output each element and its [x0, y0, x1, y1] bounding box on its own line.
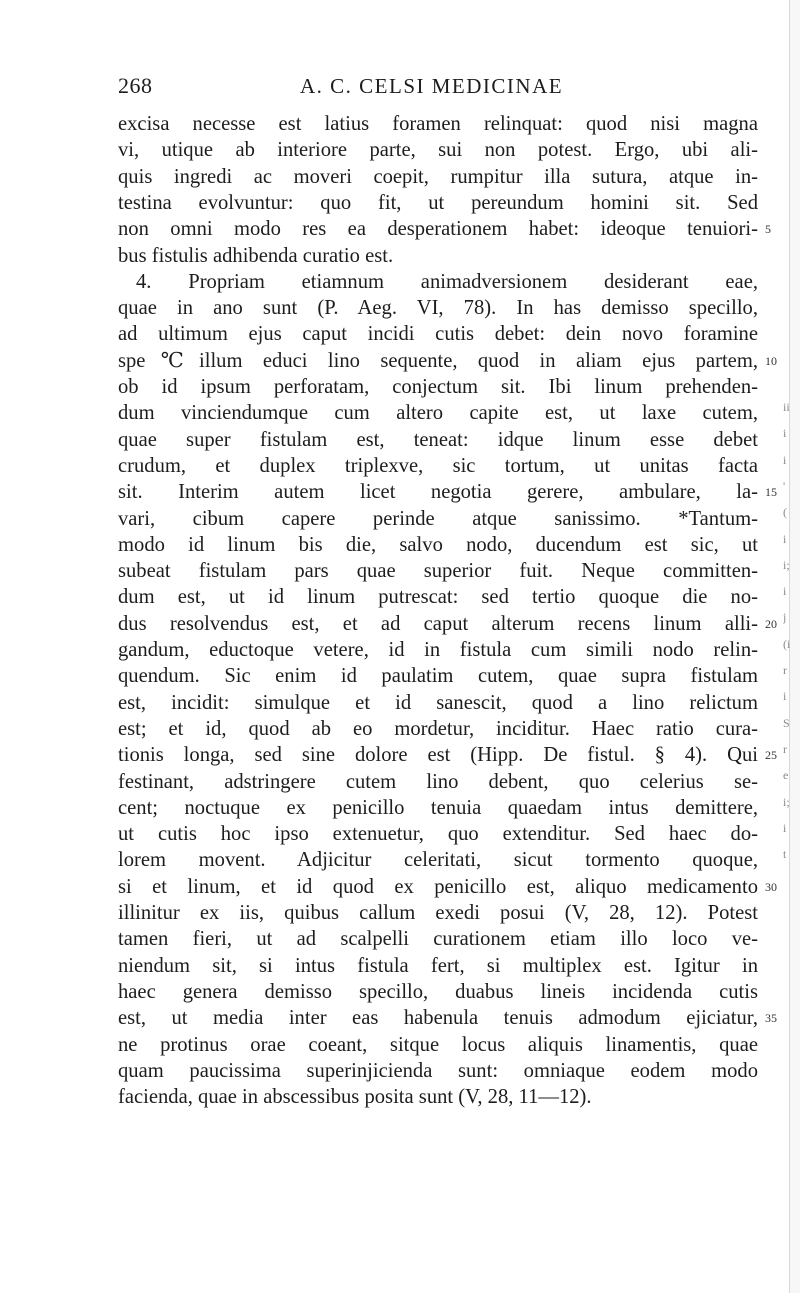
text-line: quis ingredi ac moveri coepit, rumpitur illa sutura, atque in-	[118, 166, 758, 188]
text-line: si et linum, et id quod ex penicillo est, aliquo medicamento	[118, 876, 758, 898]
bleed-fragment: i	[783, 820, 787, 835]
line-number: 5	[765, 222, 771, 236]
bleed-fragment: '	[783, 478, 786, 493]
line-number: 10	[765, 354, 777, 368]
text-line: modo id linum bis die, salvo nodo, ducendum est sic, ut	[118, 534, 758, 556]
text-line: ob id ipsum perforatam, conjectum sit. Ibi linum prehenden-	[118, 376, 758, 398]
text-line: lorem movent. Adjicitur celeritati, sicut tormento quoque,	[118, 849, 758, 871]
bleed-fragment: i;	[783, 557, 790, 572]
bleed-fragment: i	[783, 426, 787, 441]
line-number: 20	[765, 617, 777, 631]
text-line: spe℃illum educi lino sequente, quod in aliam ejus partem,	[118, 350, 758, 372]
line-number: 15	[765, 485, 777, 499]
running-head: A. C. CELSI MEDICINAE	[300, 74, 564, 98]
bleed-fragment: j	[783, 610, 787, 625]
text-line: tionis longa, sed sine dolore est (Hipp. De fistul. § 4). Qui	[118, 744, 758, 766]
text-line: vi, utique ab interiore parte, sui non potest. Ergo, ubi ali-	[118, 139, 758, 161]
text-line: dum vinciendumque cum altero capite est, ut laxe cutem,	[118, 402, 758, 424]
text-line: ut cutis hoc ipso extenuetur, quo extenditur. Sed haec do-	[118, 823, 758, 845]
text-line: ne protinus orae coeant, sitque locus aliquis linamentis, quae	[118, 1034, 758, 1056]
text-line: sit. Interim autem licet negotia gerere, ambulare, la-	[118, 481, 758, 503]
page-header	[0, 73, 800, 101]
text-line: ad ultimum ejus caput incidi cutis debet: dein novo foramine	[118, 323, 758, 345]
bleed-fragment: i	[783, 452, 787, 467]
text-line: crudum, et duplex triplexve, sic tortum, ut unitas facta	[118, 455, 758, 477]
text-line: vari, cibum capere perinde atque sanissimo. *Tantum-	[118, 508, 758, 530]
text-line: gandum, eductoque vetere, id in fistula cum simili nodo relin-	[118, 639, 758, 661]
text-line: illinitur ex iis, quibus callum exedi posui (V, 28, 12). Potest	[118, 902, 758, 924]
bleed-fragment: i	[783, 584, 787, 599]
text-line: tamen fieri, ut ad scalpelli curationem etiam illo loco ve-	[118, 928, 758, 950]
text-line: excisa necesse est latius foramen relinquat: quod nisi magna	[118, 113, 758, 135]
text-line: niendum sit, si intus fistula fert, si multiplex est. Igitur in	[118, 955, 758, 977]
text-line: quae super fistulam est, teneat: idque linum esse debet	[118, 429, 758, 451]
text-line: bus fistulis adhibenda curatio est.	[118, 245, 394, 267]
text-line: cent; noctuque ex penicillo tenuia quaedam intus demittere,	[118, 797, 758, 819]
bleed-fragment: t	[783, 847, 787, 862]
text-line: dus resolvendus est, et ad caput alterum recens linum alli-	[118, 613, 758, 635]
text-line: testina evolvuntur: quo fit, ut pereundum homini sit. Sed	[118, 192, 758, 214]
bleed-fragment: (	[783, 505, 787, 520]
text-line: subeat fistulam pars quae superior fuit. Neque committen-	[118, 560, 758, 582]
bleed-fragment: r	[783, 741, 787, 756]
text-line: haec genera demisso specillo, duabus lineis incidenda cutis	[118, 981, 758, 1003]
text-line: quae in ano sunt (P. Aeg. VI, 78). In has demisso specillo,	[118, 297, 758, 319]
text-line: facienda, quae in abscessibus posita sunt (V, 28, 11—12).	[118, 1086, 592, 1108]
bleed-fragment: (i	[783, 636, 791, 651]
text-line: quam paucissima superinjicienda sunt: omniaque eodem modo	[118, 1060, 758, 1082]
bleed-fragment: r	[783, 663, 787, 677]
text-line: non omni modo res ea desperationem habet: ideoque tenuiori-	[118, 218, 758, 240]
text-line: est, incidit: simulque et id sanescit, quod a lino relictum	[118, 692, 758, 714]
text-line: 4. Propriam etiamnum animadversionem desiderant eae,	[136, 271, 758, 293]
line-number: 30	[765, 880, 777, 894]
line-number: 25	[765, 748, 777, 762]
text-line: dum est, ut id linum putrescat: sed tertio quoque die no-	[118, 586, 758, 608]
bleed-fragment: i	[783, 531, 787, 546]
text-line: est; et id, quod ab eo mordetur, inciditur. Haec ratio cura-	[118, 718, 758, 740]
text-line: quendum. Sic enim id paulatim cutem, quae supra fistulam	[118, 665, 758, 687]
bleed-fragment: i	[783, 689, 787, 704]
bleed-fragment: S	[783, 715, 790, 730]
bleed-fragment: i;	[783, 794, 790, 809]
bleed-fragment: e	[783, 768, 789, 783]
bleed-fragment: ii	[783, 400, 790, 414]
text-line: festinant, adstringere cutem lino debent, quo celerius se-	[118, 771, 758, 793]
page-number: 268	[118, 73, 153, 98]
text-line: est, ut media inter eas habenula tenuis admodum ejiciatur,	[118, 1007, 758, 1029]
line-number: 35	[765, 1011, 777, 1025]
